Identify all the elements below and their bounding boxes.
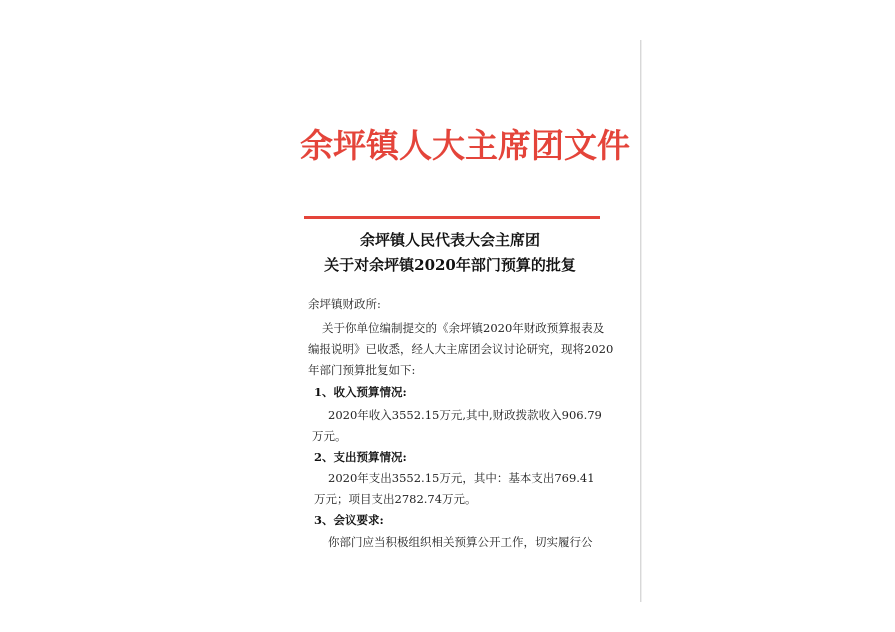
document-subtitle-line1: 余坪镇人民代表大会主席团 [359, 231, 540, 249]
section3-heading: 3、会议要求: [314, 513, 384, 527]
section2-heading: 2、支出预算情况: [314, 450, 407, 464]
section2-line-1: 2020年支出3552.15万元，其中：基本支出769.41 [328, 471, 595, 485]
section2-line-2: 万元；项目支出2782.74万元。 [314, 492, 477, 506]
document-header-title: 余坪镇人大主席团文件 [300, 126, 630, 165]
intro-line-1: 关于你单位编制提交的《余坪镇2020年财政预算报表及 [322, 321, 605, 335]
section1-line-1: 2020年收入3552.15万元,其中,财政拨款收入906.79 [328, 408, 602, 422]
section3-line-1: 你部门应当积极组织相关预算公开工作，切实履行公 [328, 535, 593, 549]
section1-line-2: 万元。 [312, 429, 347, 443]
recipient-line: 余坪镇财政所: [308, 297, 381, 311]
section1-heading: 1、收入预算情况: [314, 385, 407, 399]
header-red-rule [304, 216, 600, 219]
intro-line-2: 编报说明》已收悉，经人大主席团会议讨论研究，现将2020 [308, 342, 614, 356]
intro-line-3: 年部门预算批复如下: [308, 363, 416, 377]
document-subtitle-line2: 关于对余坪镇2020年部门预算的批复 [324, 256, 576, 274]
